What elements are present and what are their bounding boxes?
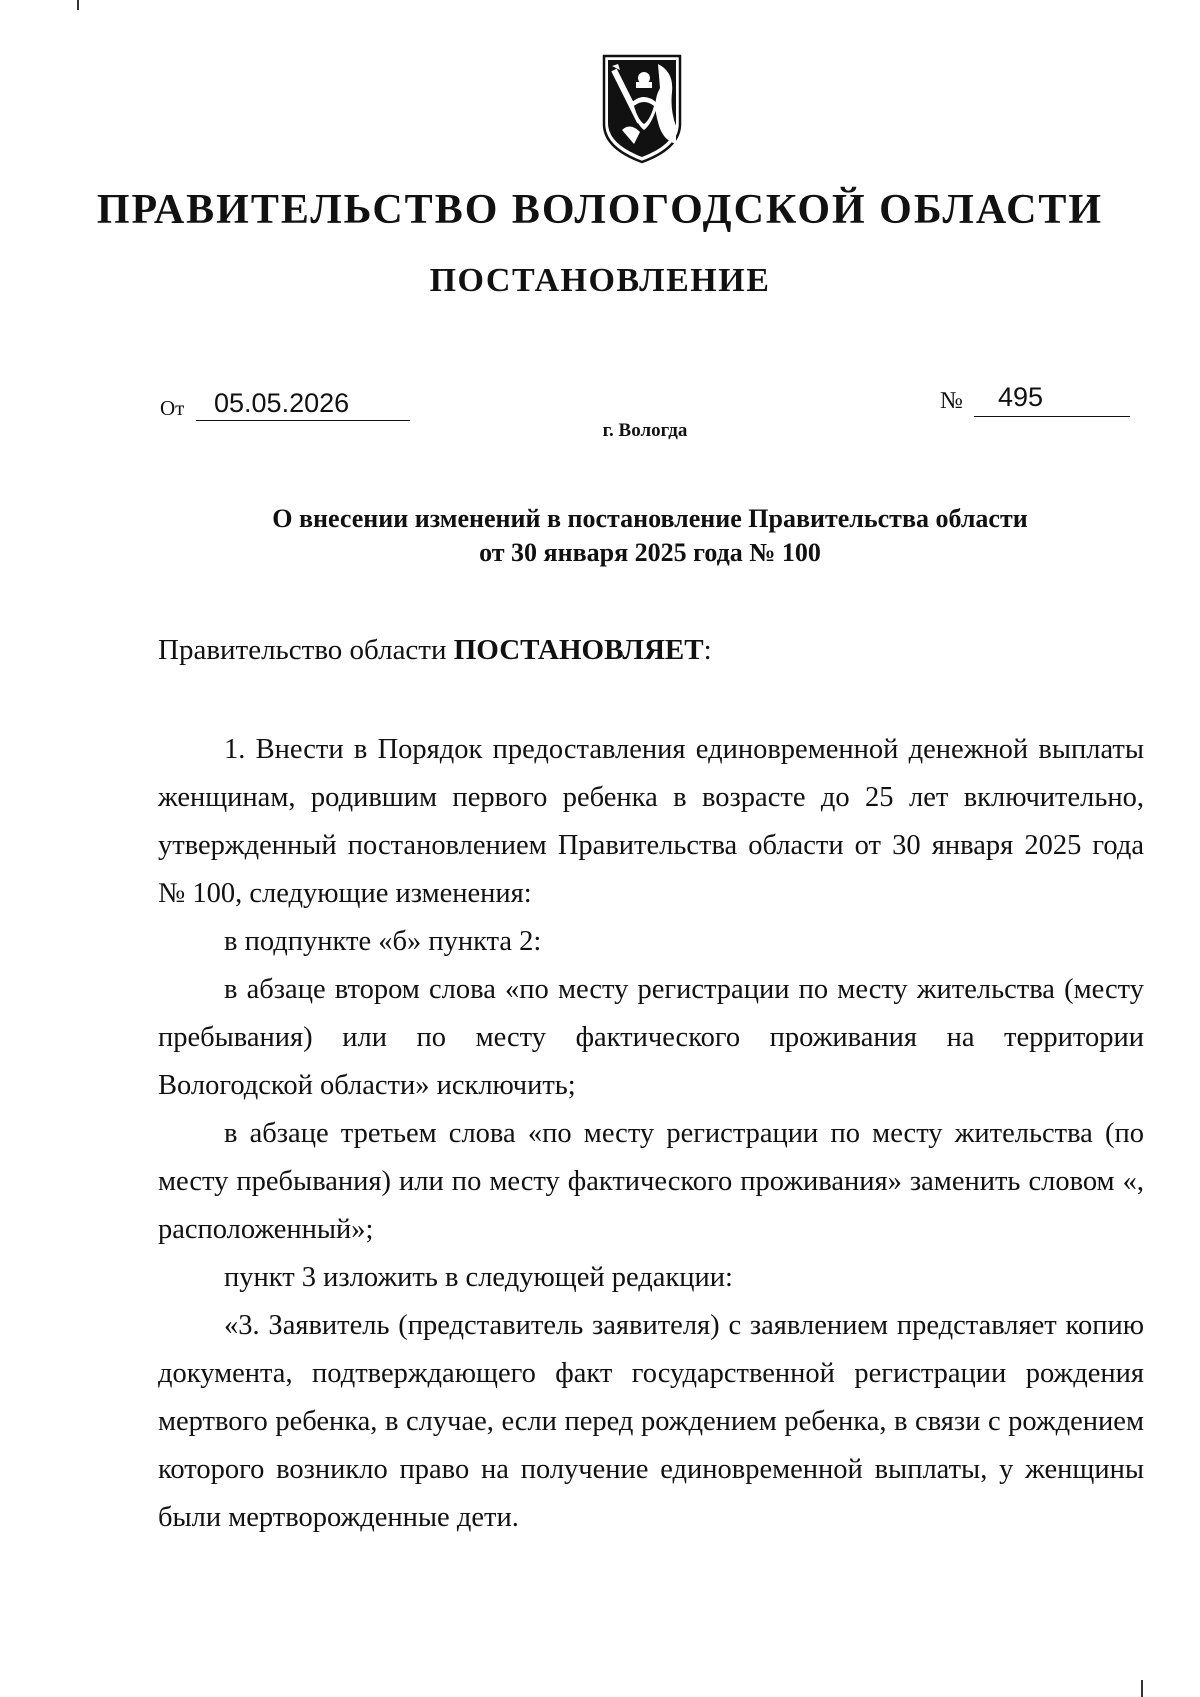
preamble [158, 634, 712, 667]
body-paragraph-3: в абзаце втором слова «по месту регистрации по месту жительства (месту пребывания) или по месту фактического проживания на территории Вологодской области» исключить; [158, 974, 1144, 1101]
body-paragraph-2: в подпункте «б» пункта 2: [224, 926, 542, 957]
coat-of-arms-icon [600, 52, 684, 166]
body-paragraph-4: в абзаце третьем слова «по месту регистрации по месту жительства (по месту пребывания) или по месту фактического проживания» заменить словом «, расположенный»; [158, 1118, 1144, 1245]
body-paragraph-5: пункт 3 изложить в следующей редакции: [224, 1262, 733, 1293]
preamble-emphasis: ПОСТАНОВЛЯЕТ [453, 634, 704, 666]
subject-line-2: от 30 января 2025 года № 100 [479, 538, 821, 567]
document-number: 495 [998, 382, 1044, 412]
preamble-text: Правительство области [158, 634, 454, 666]
scan-mark [1141, 1680, 1143, 1697]
scan-mark [77, 0, 79, 10]
date-prefix: От [160, 396, 185, 420]
preamble-suffix: : [703, 634, 712, 666]
document-body [158, 726, 1144, 1542]
document-date: 05.05.2026 [214, 388, 350, 418]
body-paragraph-6: «3. Заявитель (представитель заявителя) с заявлением представляет копию документа, подтверждающего факт государственной регистрации рождения мертвого ребенка, в случае, если перед рождением ребенка, в связи с рождением которого возникло право на получение единовременной выплаты, у женщины были мертворожденные дети. [158, 1310, 1144, 1533]
document-type: ПОСТАНОВЛЕНИЕ [429, 262, 771, 299]
number-prefix: № [940, 388, 963, 414]
subject-line-1: О внесении изменений в постановление Правительства области [272, 504, 1028, 533]
body-paragraph-1: 1. Внести в Порядок предоставления единовременной денежной выплаты женщинам, родившим первого ребенка в возрасте до 25 лет включительно, утвержденный постановлением Правительства области от 30 января 2025 года № 100, следующие изменения: [158, 734, 1144, 909]
government-title: ПРАВИТЕЛЬСТВО ВОЛОГОДСКОЙ ОБЛАСТИ [96, 187, 1104, 233]
city-label: г. Вологда [602, 420, 688, 441]
document-subject [160, 502, 1140, 570]
